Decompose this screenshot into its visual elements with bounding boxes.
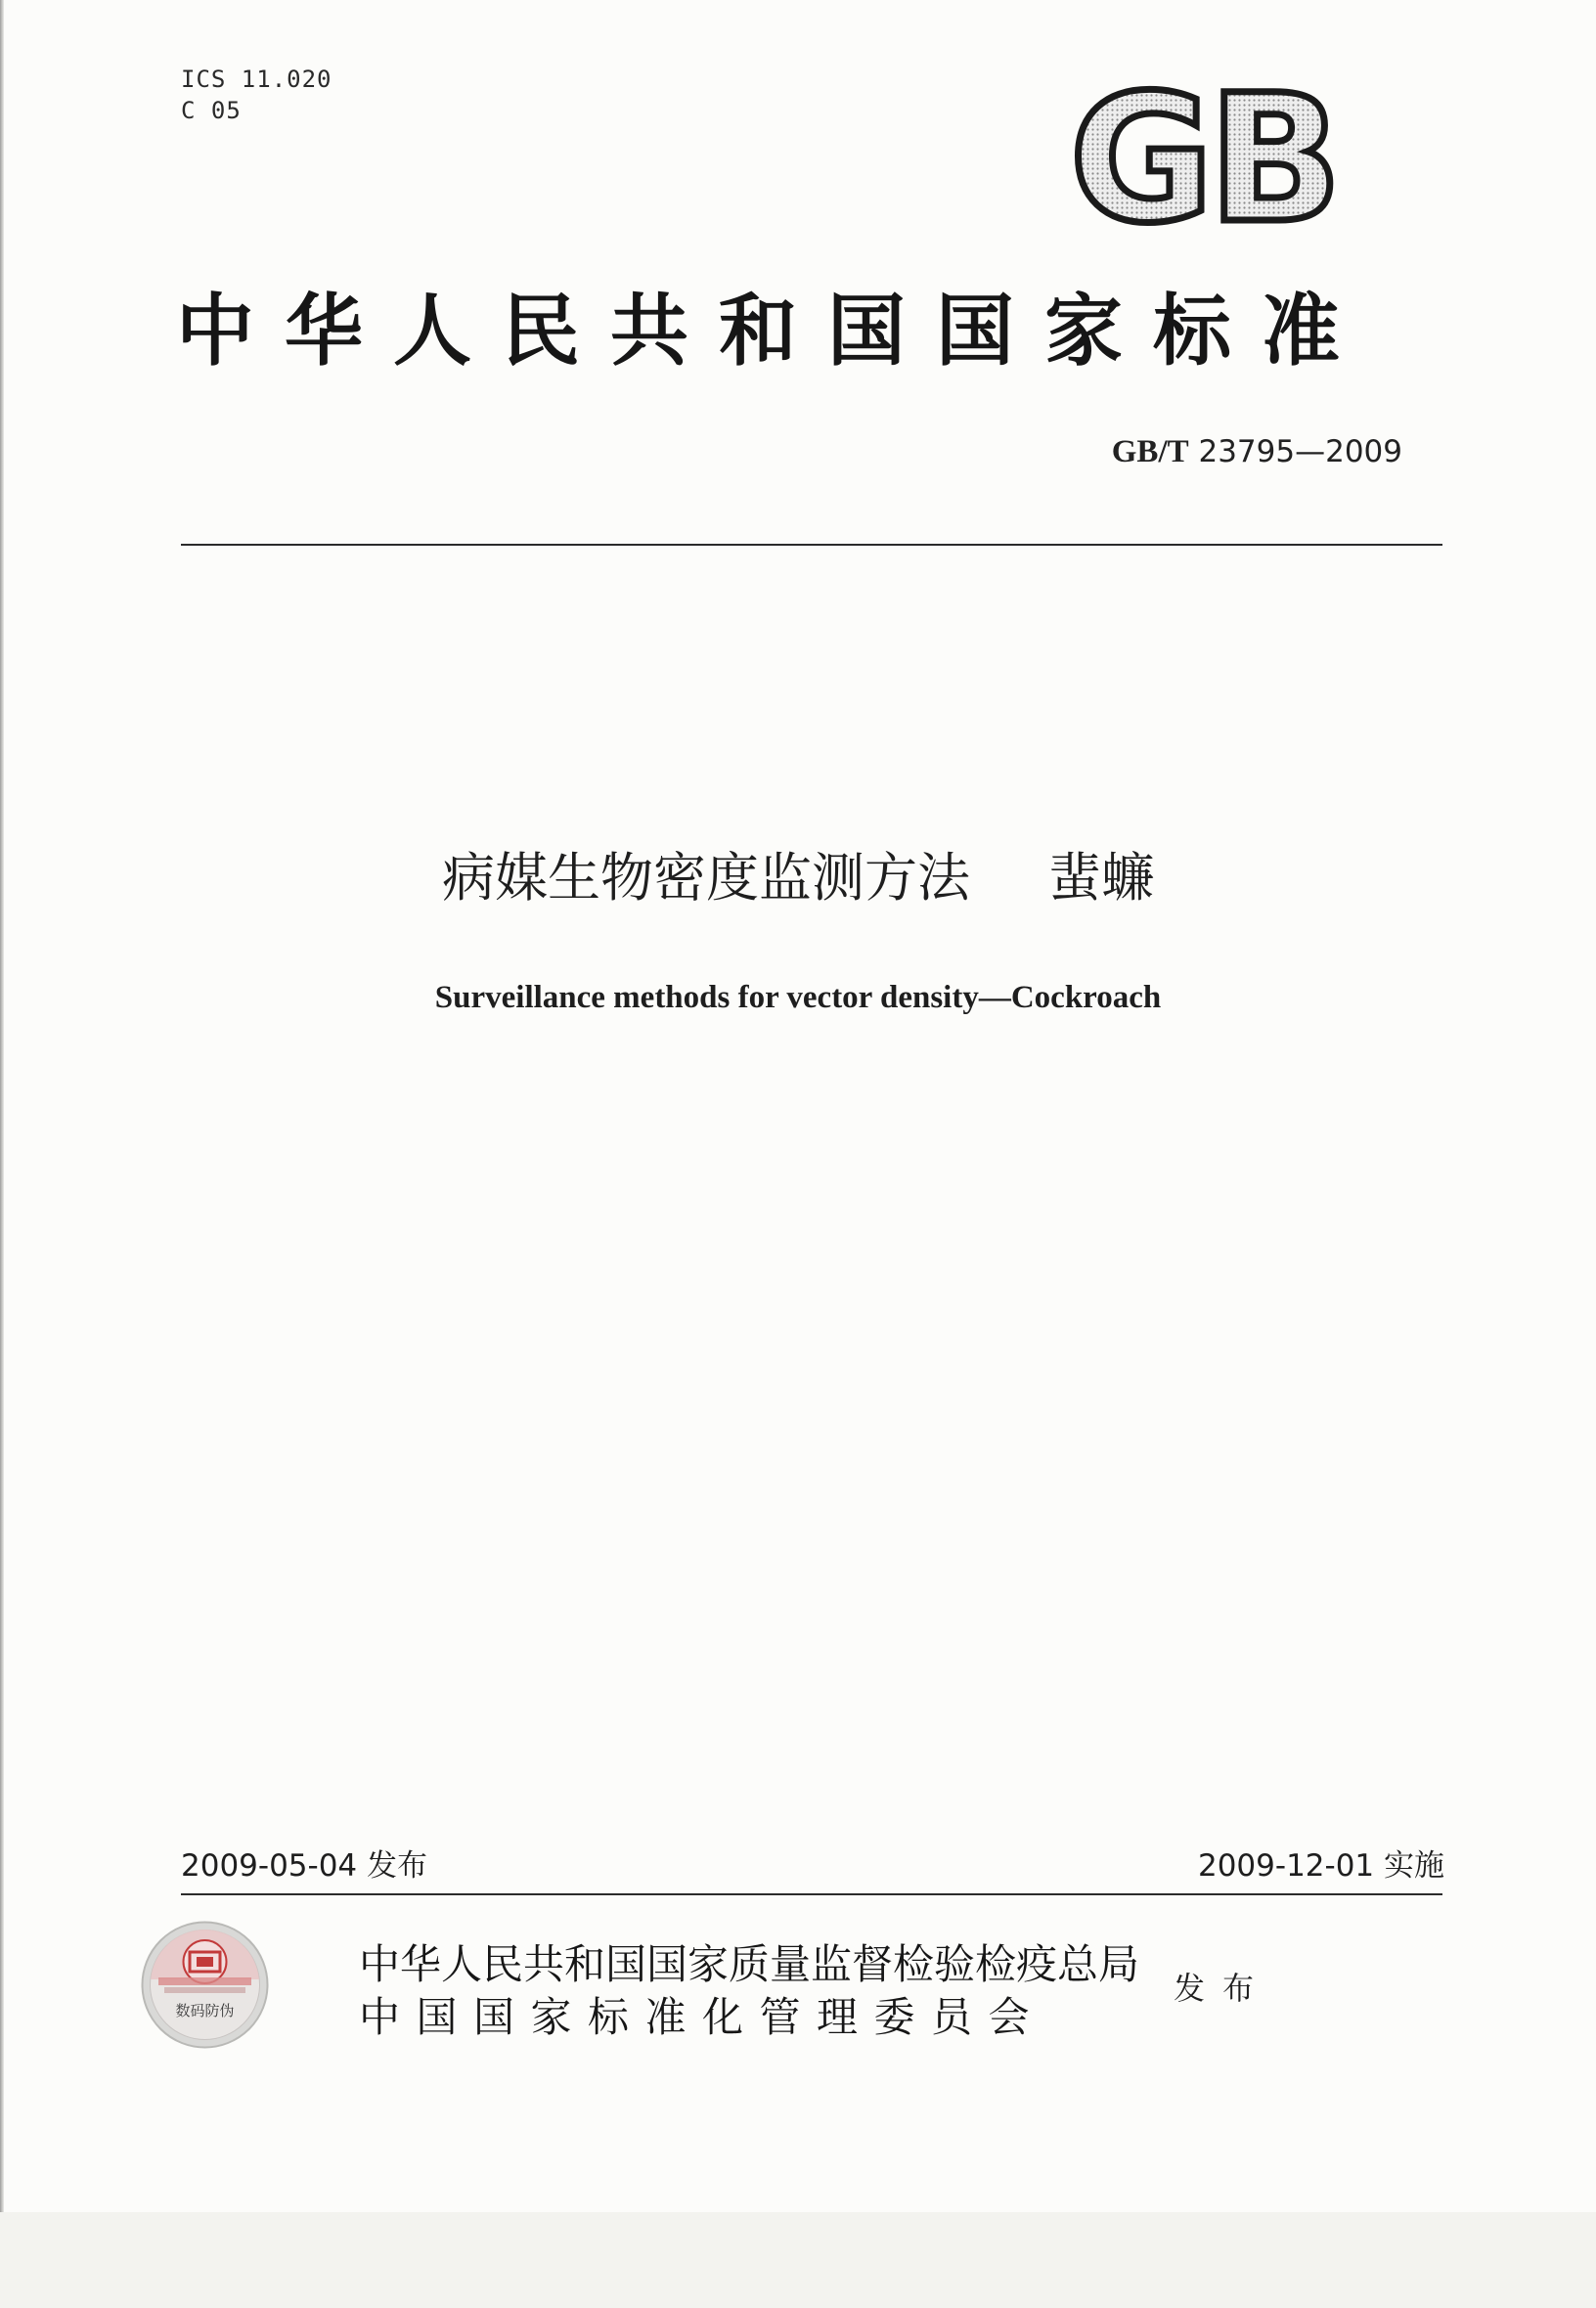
gb-logo-text: GB <box>1069 83 1337 240</box>
page-bottom-band <box>0 2212 1596 2308</box>
page-title: 中华人民共和国国家标准 <box>176 285 1370 377</box>
page-left-edge <box>0 0 4 2308</box>
release-date: 2009-05-04 发布 <box>181 1848 428 1884</box>
document-title-cn-sub: 蜚蠊 <box>1048 847 1154 909</box>
publisher-line-aqsiq: 中华人民共和国国家质量监督检验检疫总局 <box>359 1940 1140 1988</box>
document-title-cn-main: 病媒生物密度监测方法 <box>442 847 970 909</box>
issue-label: 发布 <box>1174 1970 1272 2007</box>
publisher-line-sac: 中国国家标准化管理委员会 <box>359 1993 1046 2041</box>
standard-number-value: 23795—2009 <box>1198 434 1402 469</box>
standard-number <box>1112 432 1402 471</box>
document-title-en: Surveillance methods for vector density—Cockroach <box>434 980 1162 1015</box>
ics-code: ICS 11.020 <box>181 66 332 93</box>
seal-text: 数码防伪 <box>175 2002 235 2020</box>
gb-logo <box>1046 83 1359 240</box>
top-divider <box>181 544 1442 546</box>
publisher-block <box>359 1938 1139 2044</box>
anti-counterfeit-seal <box>139 1919 271 2051</box>
bottom-divider <box>181 1893 1442 1895</box>
standard-number-prefix: GB/T <box>1111 434 1189 469</box>
ccs-code: C 05 <box>181 97 242 124</box>
implement-date: 2009-12-01 实施 <box>1197 1848 1444 1884</box>
document-title-cn <box>0 839 1596 917</box>
classification-codes <box>181 64 332 126</box>
